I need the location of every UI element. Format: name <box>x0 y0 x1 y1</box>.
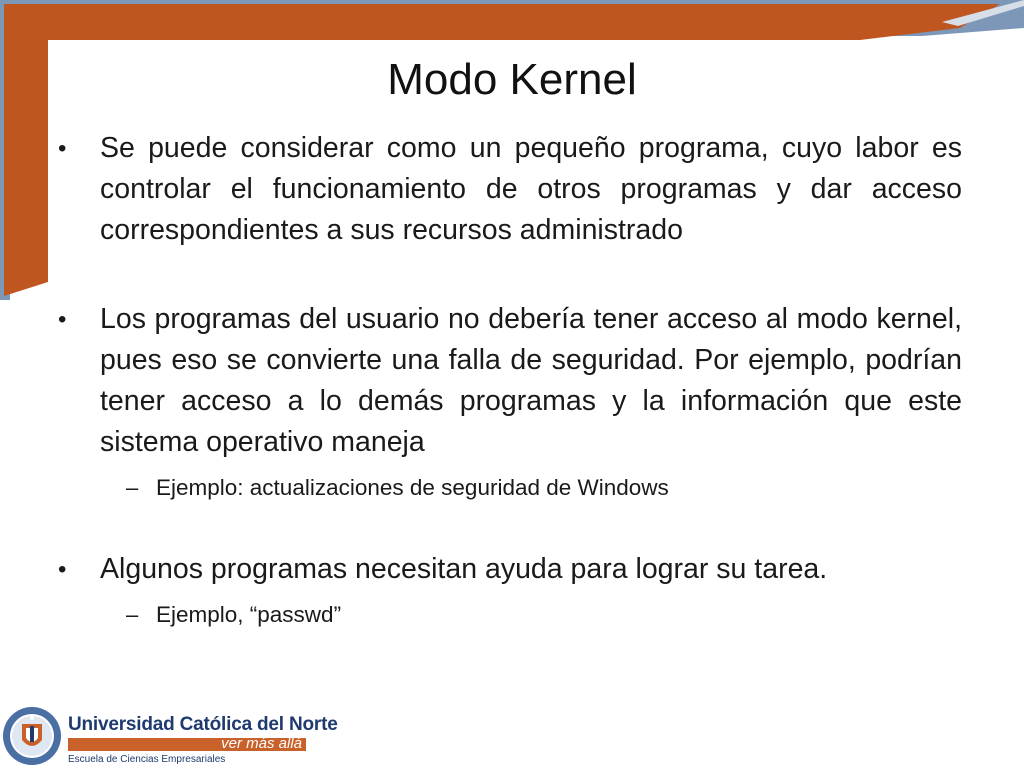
sub-bullet-mark: – <box>126 475 139 500</box>
bullet-item <box>58 128 962 251</box>
bullet-mark: • <box>58 556 67 583</box>
sub-bullet-text: Ejemplo, “passwd” <box>156 602 342 627</box>
slide-body <box>58 128 962 632</box>
bullet-mark: • <box>58 306 67 333</box>
sub-bullet-mark: – <box>126 602 139 627</box>
bullet-text: Se puede considerar como un pequeño programa, cuyo labor es controlar el funcionamiento de otros programas y dar acceso correspondientes a sus recursos administrado <box>100 132 962 246</box>
sub-bullet-item <box>126 598 962 632</box>
sub-bullet-item <box>126 471 962 505</box>
school-name: Escuela de Ciencias Empresariales <box>68 754 226 765</box>
bullet-text: Los programas del usuario no debería tener acceso al modo kernel, pues eso se convierte una falla de seguridad. Por ejemplo, podrían tener acceso a lo demás programas y la información que este sistema operativo maneja <box>100 303 962 458</box>
sub-bullet-text: Ejemplo: actualizaciones de seguridad de Windows <box>156 475 669 500</box>
university-logo <box>0 700 338 768</box>
bullet-mark: • <box>58 135 67 162</box>
tagline-bar <box>68 735 306 752</box>
tagline: ver más allá <box>221 735 302 752</box>
bullet-item <box>58 299 962 463</box>
university-name: Universidad Católica del Norte <box>68 714 338 735</box>
bullet-item <box>58 549 962 590</box>
slide-title: Modo Kernel <box>387 55 637 104</box>
university-seal-icon <box>2 706 62 766</box>
bullet-text: Algunos programas necesitan ayuda para lograr su tarea. <box>100 553 828 585</box>
